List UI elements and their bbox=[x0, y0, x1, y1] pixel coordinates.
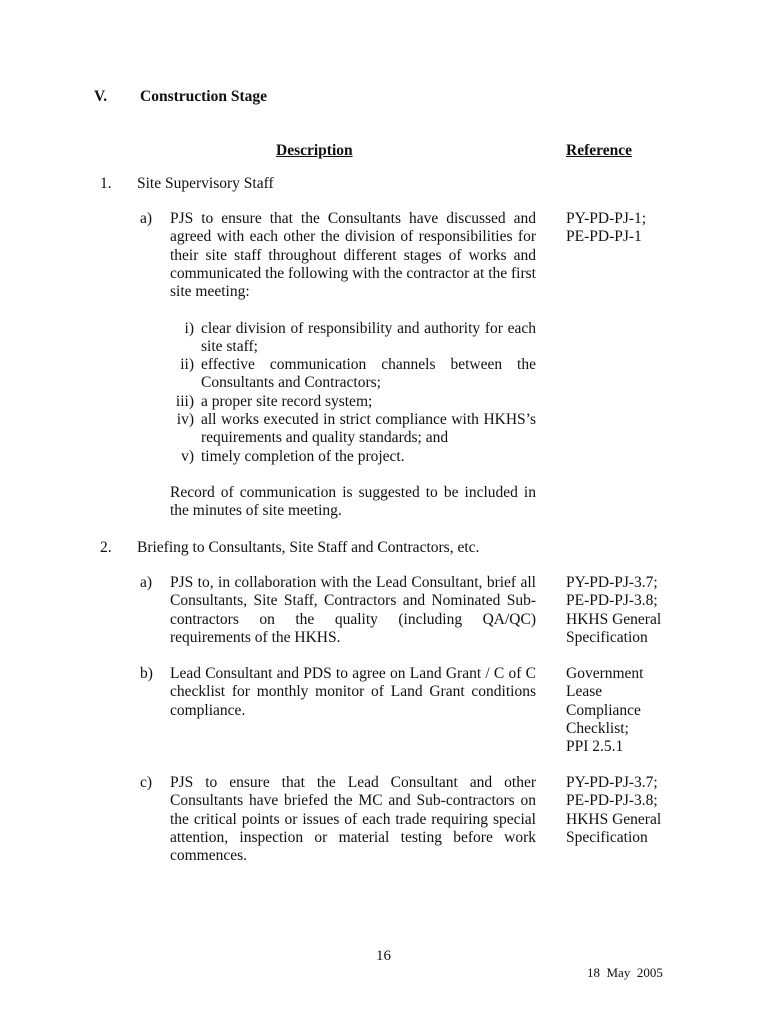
item-2a-reference bbox=[566, 574, 686, 647]
item-2b-label: b) bbox=[140, 665, 153, 682]
reference-line: Compliance bbox=[566, 701, 641, 719]
item-1a-label: a) bbox=[140, 210, 153, 227]
reference-line: PE-PD-PJ-3.8; bbox=[566, 592, 658, 610]
reference-line: HKHS General bbox=[566, 810, 662, 828]
description-column-header: Description bbox=[276, 142, 353, 159]
document-date: 18 May 2005 bbox=[587, 965, 663, 980]
item-2-number: 2. bbox=[100, 539, 112, 556]
page-number: 16 bbox=[376, 948, 391, 964]
item-2c-label: c) bbox=[140, 774, 153, 791]
item-1-number: 1. bbox=[100, 175, 112, 192]
subitem-label: ii) bbox=[180, 356, 194, 373]
item-2c-text: PJS to ensure that the Lead Consultant and other Consultants have briefed the MC and Sub-contractors on the critical points or issues of each trade requiring special attention, inspection or material testing before work commences. bbox=[170, 774, 536, 865]
subitem-text: all works executed in strict compliance with HKHS’s requirements and quality standards; and bbox=[201, 411, 536, 447]
reference-line: Specification bbox=[566, 628, 648, 646]
reference-line: Lease bbox=[566, 683, 603, 701]
item-2-title: Briefing to Consultants, Site Staff and Contractors, etc. bbox=[137, 539, 480, 556]
reference-line: Government bbox=[566, 665, 644, 682]
item-2a-label: a) bbox=[140, 574, 153, 591]
item-2b-text: Lead Consultant and PDS to agree on Land Grant / C of C checklist for monthly monitor of Land Grant conditions compliance. bbox=[170, 665, 536, 719]
item-1-title: Site Supervisory Staff bbox=[137, 175, 274, 192]
item-1a-note: Record of communication is suggested to be included in the minutes of site meeting. bbox=[170, 484, 536, 520]
subitem-text: a proper site record system; bbox=[201, 393, 373, 410]
item-1a-reference bbox=[566, 210, 686, 247]
reference-line: PPI 2.5.1 bbox=[566, 738, 624, 756]
subitem-label: iv) bbox=[176, 411, 194, 428]
reference-line: PE-PD-PJ-1 bbox=[566, 228, 642, 246]
reference-line: Specification bbox=[566, 828, 648, 846]
reference-line: PY-PD-PJ-3.7; bbox=[566, 774, 658, 791]
reference-line: PE-PD-PJ-3.8; bbox=[566, 792, 658, 810]
subitem-label: v) bbox=[181, 448, 194, 465]
section-number: V. bbox=[94, 88, 108, 105]
subitem-label: i) bbox=[184, 320, 194, 337]
reference-line: PY-PD-PJ-3.7; bbox=[566, 574, 658, 591]
subitem-text: clear division of responsibility and authority for each site staff; bbox=[201, 320, 536, 356]
subitem-text: effective communication channels between the Consultants and Contractors; bbox=[201, 356, 536, 392]
subitem-label: iii) bbox=[175, 393, 194, 410]
reference-line: PY-PD-PJ-1; bbox=[566, 210, 647, 227]
item-2a-text: PJS to, in collaboration with the Lead Consultant, brief all Consultants, Site Staff, Contractors and Nominated Sub-contractors on the quality (including QA/QC) requirements of the HKHS. bbox=[170, 574, 536, 646]
item-2c-reference bbox=[566, 774, 686, 847]
reference-line: HKHS General bbox=[566, 610, 662, 628]
subitem-text: timely completion of the project. bbox=[201, 448, 405, 465]
reference-column-header: Reference bbox=[566, 142, 632, 159]
section-title: Construction Stage bbox=[140, 88, 268, 105]
item-2b-reference bbox=[566, 665, 686, 756]
reference-line: Checklist; bbox=[566, 719, 629, 737]
item-1a-text: PJS to ensure that the Consultants have discussed and agreed with each other the division of responsibilities for their site staff throughout different stages of works and communicated the following with the contractor at the first site meeting: bbox=[170, 210, 536, 301]
